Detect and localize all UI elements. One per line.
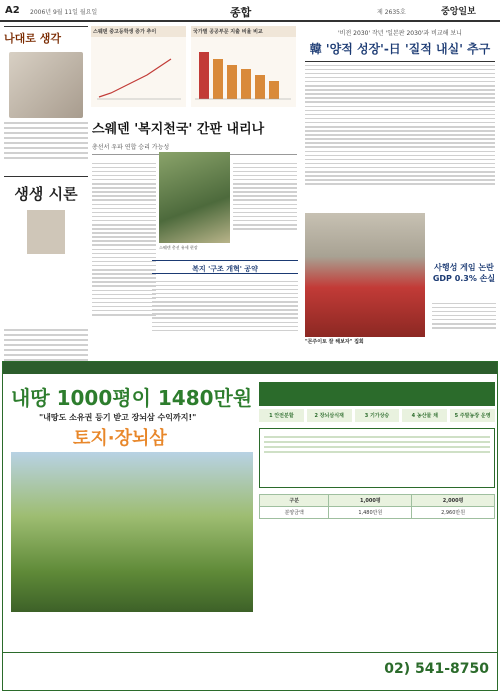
table-cell: 분양금액: [260, 507, 329, 519]
article-subhead: 복지 '구조 개혁' 공약: [152, 260, 298, 274]
main-headline: 스웨덴 '복지천국' 간판 내리나: [92, 122, 265, 137]
table-cell: 1,480만원: [329, 507, 412, 519]
bar: [227, 65, 237, 99]
rally-caption: "몬주이토 잘 해보자" 집회: [305, 339, 364, 345]
ad-phone[interactable]: 02) 541-8750: [384, 661, 489, 677]
text-line: [4, 122, 88, 124]
column-box: [4, 26, 88, 176]
chart-title: 국가별 공공부문 지출 비율 비교: [191, 26, 296, 37]
section-name: 종합: [230, 6, 252, 19]
chart-students: [91, 26, 186, 111]
column-photo: [9, 52, 83, 118]
text-line: [4, 147, 88, 149]
chart-students-plot: [91, 37, 186, 107]
ad-step: 4 농산물 채: [402, 409, 447, 422]
ad-landscape-photo: [11, 452, 253, 612]
text-line: [4, 137, 88, 139]
right-headline: 韓 '양적 성장'-日 '질적 내실' 추구: [305, 40, 495, 62]
ad-notice-box: [259, 428, 495, 488]
author-photo: [27, 210, 65, 254]
ad-price-table: [259, 494, 495, 519]
text-line: [4, 142, 88, 144]
text-line: [4, 132, 88, 134]
chart-row: [91, 26, 296, 111]
side-headline: 사행성 게임 논란 GDP 0.3% 손실: [432, 263, 496, 283]
right-kicker: '비전 2030' 작년 '일본판 2030'과 비교해 보니: [338, 30, 462, 37]
ad-info-panel: [259, 382, 495, 622]
bar: [199, 52, 209, 99]
ad-step: 2 장뇌삼식재: [307, 409, 352, 422]
ad-topbar: [3, 362, 497, 374]
text-line: [4, 157, 88, 159]
masthead-logo: 중앙일보: [441, 7, 476, 17]
page-header: [0, 0, 500, 22]
column-title: 나대로 생각: [4, 32, 61, 45]
bar: [269, 81, 279, 99]
chart-public-spending: [191, 26, 296, 111]
table-header-cell: 구분: [260, 495, 329, 507]
chart-title: 스웨덴 중고등학생 증가 추이: [91, 26, 186, 37]
ad-subtitle: 토지·장뇌삼: [73, 428, 167, 449]
table-header-row: [260, 495, 495, 507]
article-column: [92, 160, 156, 318]
ad-panel-header: [259, 382, 495, 406]
ad-steps: [259, 409, 495, 422]
ad-footer: [3, 652, 497, 690]
table-cell: 2,960만원: [412, 507, 495, 519]
chart-public-spending-plot: [191, 37, 296, 107]
side-article: [432, 300, 496, 331]
ad-slogan: "내땅도 소유권 등기 받고 장뇌삼 수익까지!": [39, 413, 197, 422]
bar: [241, 69, 251, 99]
bar: [255, 75, 265, 99]
article-column: [152, 278, 298, 334]
ad-step: 1 안전분할: [259, 409, 304, 422]
bar: [213, 59, 223, 99]
ad-step: 3 기가상승: [355, 409, 400, 422]
opinion-title: 생생 시론: [14, 185, 78, 203]
article-column: [233, 160, 297, 232]
issue-date: 2006년 9월 11일 월요일: [30, 9, 98, 16]
text-line: [4, 127, 88, 129]
opinion-box: [4, 176, 88, 326]
rally-photo: [305, 213, 425, 337]
photo-caption: 스웨덴 총선 유세 현장: [159, 245, 198, 250]
table-row: [260, 507, 495, 519]
table-header-cell: 2,000평: [412, 495, 495, 507]
land-ad: [2, 361, 498, 691]
text-line: [4, 152, 88, 154]
ad-step: 5 주말농장 운영: [450, 409, 495, 422]
main-subhead: 총선서 우파 연합 승리 가능성: [92, 142, 297, 155]
election-photo: [159, 152, 230, 243]
right-article: [305, 62, 495, 187]
table-header-cell: 1,000평: [329, 495, 412, 507]
page-number: A2: [5, 5, 20, 16]
ad-title: 내땅 1000평이 1480만원: [11, 386, 253, 410]
issue-number: 제 2635호: [377, 9, 406, 16]
